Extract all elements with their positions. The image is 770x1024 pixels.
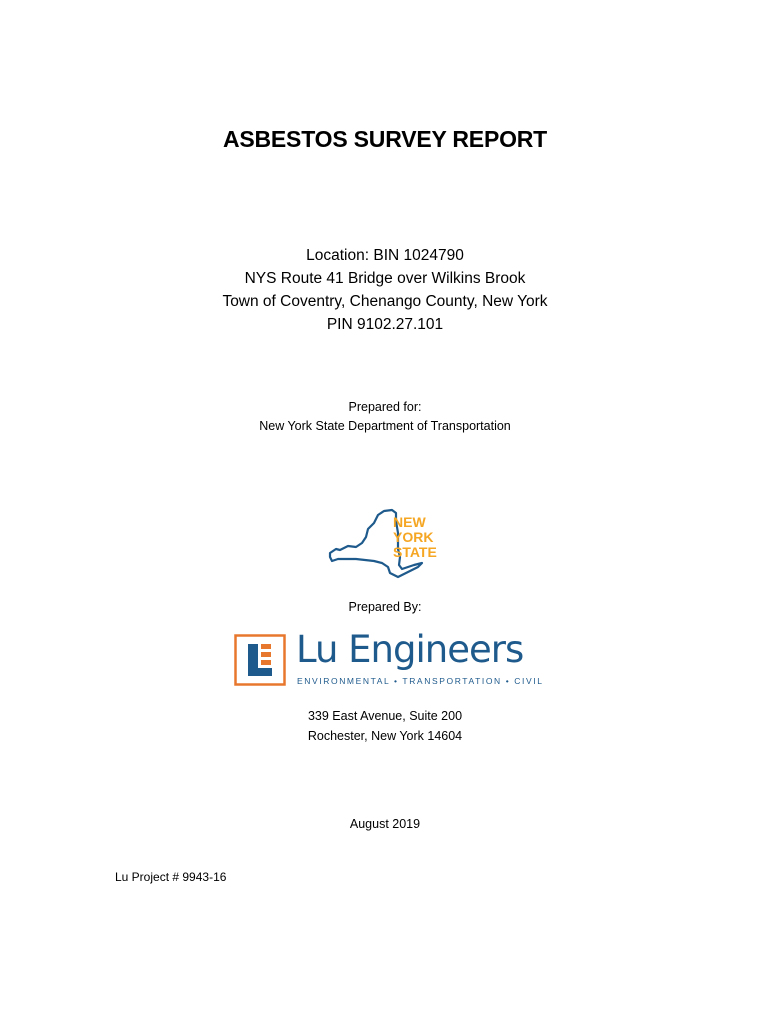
report-date: August 2019 — [349, 817, 421, 831]
address-block — [0, 706, 770, 746]
lu-engineers-logo — [234, 628, 554, 690]
location-pin: PIN 9102.27.101 — [326, 316, 444, 333]
location-block — [0, 244, 770, 336]
location-town: Town of Coventry, Chenango County, New York — [222, 293, 548, 310]
address-line1: 339 East Avenue, Suite 200 — [307, 709, 463, 723]
prepared-for-label: Prepared for: — [348, 400, 422, 414]
prepared-for-block — [0, 398, 770, 436]
location-bin: Location: BIN 1024790 — [306, 247, 464, 264]
lu-engineers-name: Lu Engineers — [296, 628, 524, 671]
location-route: NYS Route 41 Bridge over Wilkins Brook — [244, 270, 526, 287]
new-york-state-logo — [326, 505, 446, 585]
project-number: Lu Project # 9943-16 — [115, 870, 227, 884]
nys-logo-line2: YORK — [393, 529, 434, 545]
prepared-for-name: New York State Department of Transportation — [259, 419, 511, 433]
prepared-by-label: Prepared By: — [348, 600, 422, 614]
lu-engineers-tagline: ENVIRONMENTAL • TRANSPORTATION • CIVIL — [297, 676, 544, 686]
nys-logo-line1: NEW — [393, 514, 426, 530]
address-line2: Rochester, New York 14604 — [307, 729, 463, 743]
report-title: ASBESTOS SURVEY REPORT — [222, 126, 548, 152]
lu-engineers-mark-icon — [234, 634, 286, 688]
nys-logo-line3: STATE — [393, 544, 437, 560]
